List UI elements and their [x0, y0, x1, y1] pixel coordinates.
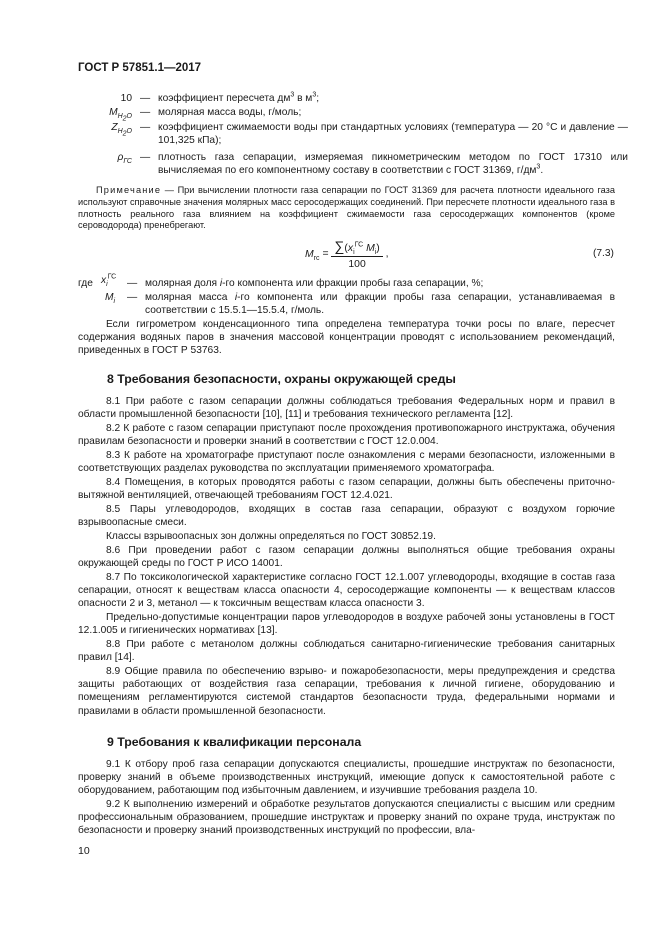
def-dash: — — [140, 152, 151, 163]
def-text: молярная масса воды, г/моль; — [158, 107, 302, 118]
paragraph-8-5-classes: Классы взрывоопасных зон должны определяться по ГОСТ 30852.19. — [106, 531, 436, 542]
formula-numerator: $\sum(x_i^{ГС}$ $M_i$) — [331, 238, 382, 257]
paragraph-8-8: 8.8 При работе с метанолом должны соблюдаться санитарно-гигиенические требования санитарных правил [14]. — [78, 639, 615, 664]
paragraph-8-5: 8.5 Пары углеводородов, входящих в состав газа сепарации, образуют с воздухом горючие взрывоопасные смеси. — [78, 504, 615, 529]
paragraph-9-1: 9.1 К отбору проб газа сепарации допускаются специалисты, прошедшие инструктаж по безопасности, проверку знаний в объеме производственных инструкций, имеющие допуск к самостоятельной работе с оборудованием, работающим под избыточным давлением, и изучившие требования раздела 10. — [78, 759, 615, 797]
formula-7-3: $M_{гс}$ = $\frac{\sum(x_i^{ГС} M_i)}{100}$ , — [305, 238, 389, 270]
formula-denominator: 100 — [348, 259, 366, 270]
def-text: молярная масса i-го компонента или фракции пробы газа сепарации, устанавливаемая в соответствии с 15.5.1—15.5.4, г/моль. — [145, 292, 615, 317]
def-symbol-10: 10 — [120, 93, 132, 104]
paragraph-8-6: 8.6 При проведении работ с газом сепарации должны выполняться общие требования охраны окружающей среды по ГОСТ Р ИСО 14001. — [78, 545, 615, 570]
paragraph-8-4: 8.4 Помещения, в которых проводятся работы с газом сепарации, должны быть обеспечены приточно-вытяжной вентиляцией, отвечающей требованиям ГОСТ 12.4.021. — [78, 477, 615, 502]
note-text: — При вычислении плотности газа сепарации по ГОСТ 31369 для расчета плотности идеального газа используют справочные значения молярных масс серосодержащих соединений. При пересчете плотности идеального газа в плотность реального газа влиянием на коэффициент сжимаемости газа серосодержащих компонентов (кроме сероводорода) пренебрегают. — [78, 185, 615, 231]
formula-fraction — [331, 238, 382, 270]
paragraph-8-2: 8.2 К работе с газом сепарации приступают после прохождения противопожарного инструктажа, обучения правилам безопасности и проверки знаний в соответствии с ГОСТ 12.0.004. — [78, 423, 615, 448]
def-dash: — — [140, 122, 151, 133]
paragraph-8-3: 8.3 К работе на хроматографе приступают после ознакомления с мерами безопасности, изложенными в соответствующих разделах руководства по эксплуатации применяемого хроматографа. — [78, 450, 615, 475]
def-text: плотность газа сепарации, измеряемая пикнометрическим методом по ГОСТ 17310 или вычисляемая по его компонентному составу в соответствии с ГОСТ 31369, $г/дм^3$. — [158, 152, 628, 177]
paragraph-8-1: 8.1 При работе с газом сепарации должны соблюдаться требования Федеральных норм и правил в области промышленной безопасности [10], [11] и требования технического регламента [12]. — [78, 396, 615, 421]
page-header: ГОСТ Р 57851.1—2017 — [78, 62, 202, 74]
note — [78, 185, 615, 232]
def-symbol-zh2o: $Z_{H_2O}$ — [111, 122, 132, 138]
formula-lhs: $M_{гс}$ — [305, 248, 320, 262]
formula-number: (7.3) — [593, 248, 614, 259]
paragraph-9-2: 9.2 К выполнению измерений и обработке результатов допускаются специалисты с высшим или средним профессиональным образованием, прошедшие инструктаж и проверку знаний по охране труда, инструктаж по безопасности и проверку знаний производственных инструкций по профессии, вла- — [78, 799, 615, 837]
note-label: Примечание — [96, 185, 162, 195]
where-word: где — [78, 278, 93, 289]
paragraph-8-9: 8.9 Общие правила по обеспечению взрыво- и пожаробезопасности, меры предупреждения и средства защиты работающих от воздействия газа сепарации, требования к личной гигиене, оборудованию и помещениям регламентируются системой стандартов безопасности труда, федеральными нормами и правилами в области промышленной безопасности. — [78, 666, 615, 717]
paragraph-hygrometer: Если гигрометром конденсационного типа определена температура точки росы по влаге, пересчет содержания водяных паров в значения массовой концентрации проводят с использованием рекомендаций, приведенных в ГОСТ Р 53763. — [78, 319, 615, 357]
page-number: 10 — [78, 845, 90, 857]
section-8-title: 8 Требования безопасности, охраны окружающей среды — [107, 372, 456, 386]
def-symbol-mh2o: $M_{H_2O}$ — [109, 107, 132, 123]
def-dash: — — [127, 278, 138, 289]
def-dash: — — [127, 292, 138, 303]
def-text: коэффициент сжимаемости воды при стандартных условиях (температура — 20 °С и давление — 101,325 кПа); — [158, 122, 628, 147]
def-symbol-mi: $M_i$ — [105, 292, 116, 306]
paragraph-8-7-pdk: Предельно-допустимые концентрации паров углеводородов в воздухе рабочей зоны установлены в ГОСТ 12.1.005 и гигиенических нормативах [13]. — [78, 612, 615, 637]
def-dash: — — [140, 93, 151, 104]
paragraph-8-7: 8.7 По токсикологической характеристике согласно ГОСТ 12.1.007 углеводороды, входящие в состав газа сепарации, относят к веществам класса опасности 4, серосодержащие компоненты — к веществам классов опасности 2 и 3, метанол — к токсичным веществам класса опасности 3. — [78, 572, 615, 610]
def-symbol-xi: $x_i^{ГС}$ — [101, 273, 117, 289]
def-symbol-rho: $\rho_{ГС}$ — [117, 152, 132, 166]
def-dash: — — [140, 107, 151, 118]
section-9-title: 9 Требования к квалификации персонала — [107, 735, 362, 749]
def-text: коэффициент пересчета $дм^3$ в $м^3$; — [158, 91, 320, 104]
def-text: молярная доля i-го компонента или фракции пробы газа сепарации, %; — [145, 278, 484, 289]
